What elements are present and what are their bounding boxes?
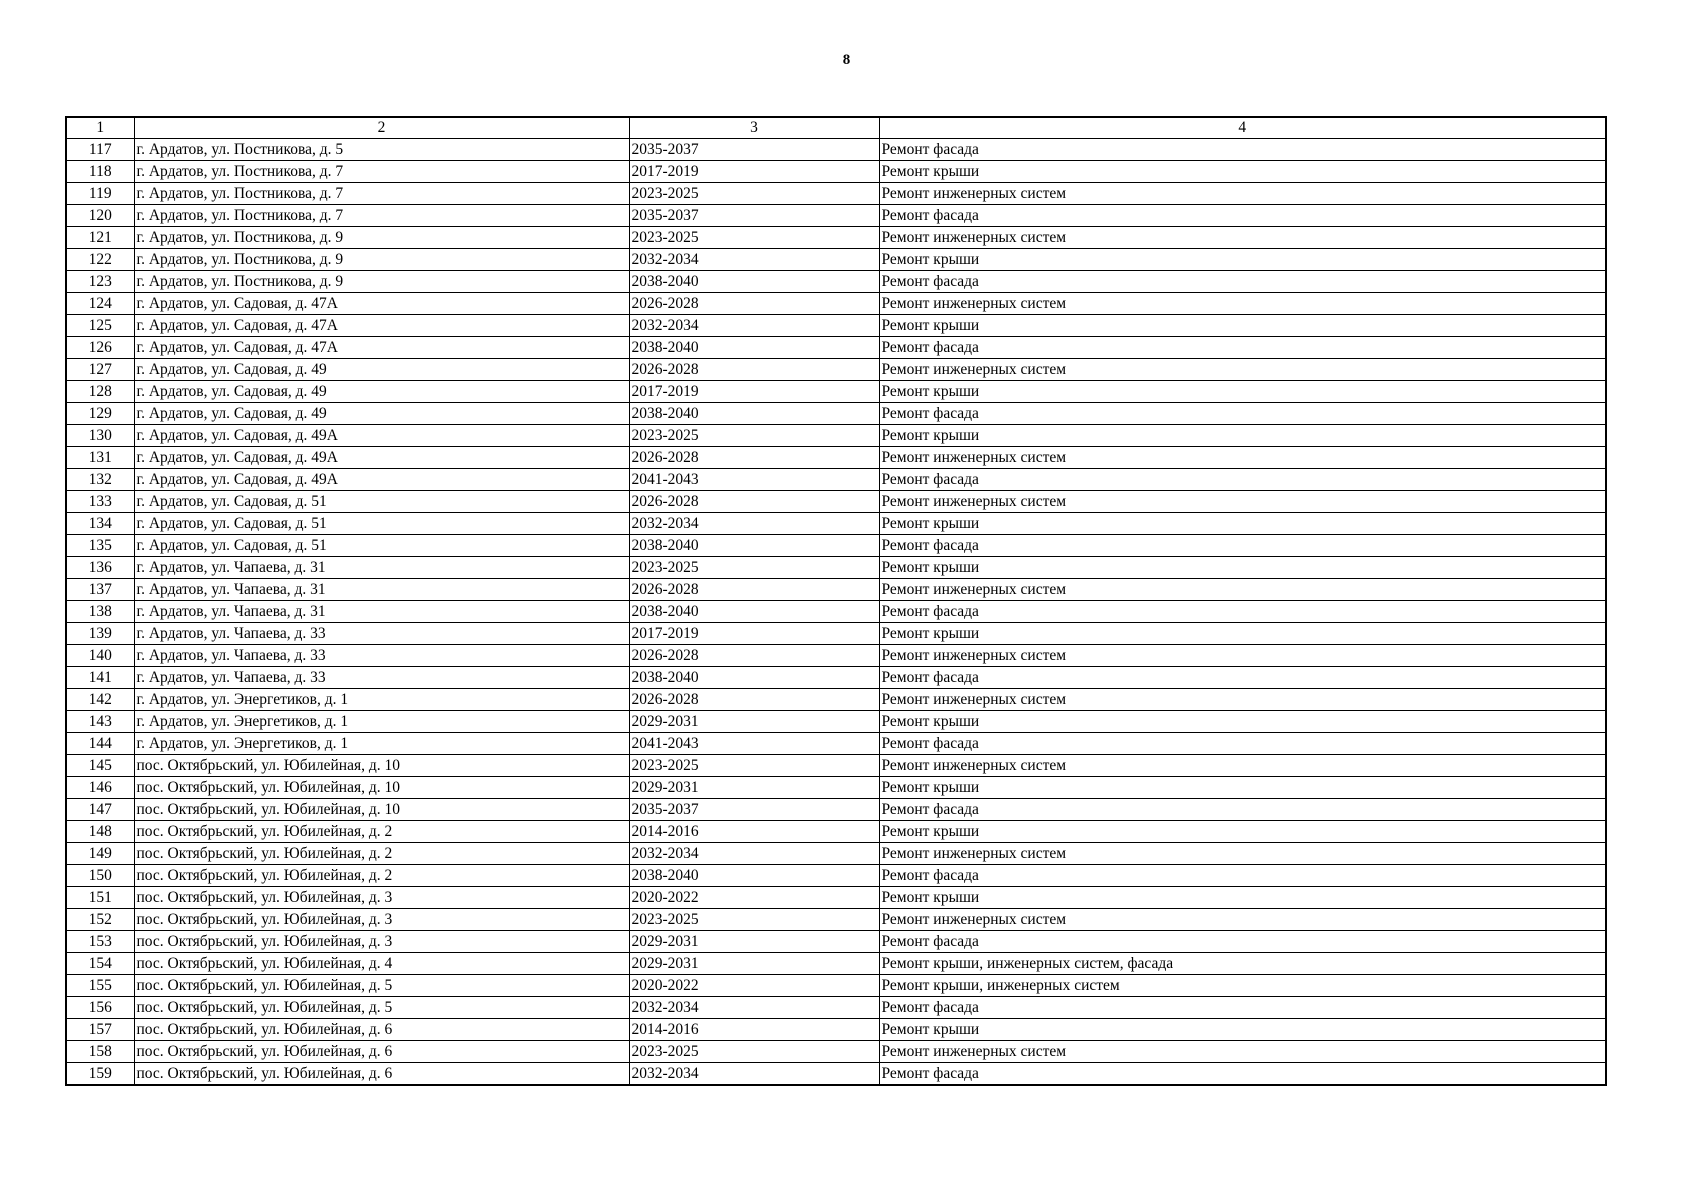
period-cell: 2035-2037 [629, 139, 879, 161]
period-cell: 2023-2025 [629, 557, 879, 579]
period-cell: 2032-2034 [629, 249, 879, 271]
work-type-cell: Ремонт инженерных систем [879, 293, 1606, 315]
work-type-cell: Ремонт инженерных систем [879, 183, 1606, 205]
header-col-1: 1 [66, 117, 134, 139]
work-type-cell: Ремонт крыши [879, 623, 1606, 645]
row-number: 135 [66, 535, 134, 557]
address-cell: пос. Октябрьский, ул. Юбилейная, д. 3 [134, 931, 629, 953]
table-row [66, 953, 1606, 975]
work-type-cell: Ремонт фасада [879, 337, 1606, 359]
address-cell: пос. Октябрьский, ул. Юбилейная, д. 10 [134, 755, 629, 777]
row-number: 127 [66, 359, 134, 381]
table-row [66, 447, 1606, 469]
table-row [66, 271, 1606, 293]
row-number: 118 [66, 161, 134, 183]
row-number: 120 [66, 205, 134, 227]
work-type-cell: Ремонт инженерных систем [879, 579, 1606, 601]
table-row [66, 975, 1606, 997]
row-number: 155 [66, 975, 134, 997]
address-cell: г. Ардатов, ул. Садовая, д. 49 [134, 359, 629, 381]
work-type-cell: Ремонт инженерных систем [879, 359, 1606, 381]
period-cell: 2032-2034 [629, 513, 879, 535]
period-cell: 2014-2016 [629, 821, 879, 843]
period-cell: 2029-2031 [629, 711, 879, 733]
address-cell: г. Ардатов, ул. Садовая, д. 51 [134, 491, 629, 513]
work-type-cell: Ремонт инженерных систем [879, 755, 1606, 777]
row-number: 134 [66, 513, 134, 535]
address-cell: г. Ардатов, ул. Садовая, д. 51 [134, 513, 629, 535]
work-type-cell: Ремонт инженерных систем [879, 491, 1606, 513]
row-number: 124 [66, 293, 134, 315]
address-cell: г. Ардатов, ул. Энергетиков, д. 1 [134, 733, 629, 755]
row-number: 146 [66, 777, 134, 799]
header-col-2: 2 [134, 117, 629, 139]
address-cell: пос. Октябрьский, ул. Юбилейная, д. 3 [134, 909, 629, 931]
row-number: 141 [66, 667, 134, 689]
address-cell: г. Ардатов, ул. Садовая, д. 47А [134, 315, 629, 337]
table-row [66, 359, 1606, 381]
row-number: 138 [66, 601, 134, 623]
page-number: 8 [842, 52, 851, 68]
period-cell: 2032-2034 [629, 1063, 879, 1086]
work-type-cell: Ремонт крыши [879, 557, 1606, 579]
period-cell: 2026-2028 [629, 645, 879, 667]
work-type-cell: Ремонт фасада [879, 601, 1606, 623]
row-number: 128 [66, 381, 134, 403]
table-row [66, 403, 1606, 425]
work-type-cell: Ремонт фасада [879, 403, 1606, 425]
period-cell: 2038-2040 [629, 403, 879, 425]
work-type-cell: Ремонт фасада [879, 733, 1606, 755]
address-cell: г. Ардатов, ул. Постникова, д. 9 [134, 227, 629, 249]
address-cell: г. Ардатов, ул. Энергетиков, д. 1 [134, 711, 629, 733]
table-row [66, 535, 1606, 557]
address-cell: г. Ардатов, ул. Садовая, д. 47А [134, 337, 629, 359]
table-row [66, 491, 1606, 513]
address-cell: пос. Октябрьский, ул. Юбилейная, д. 10 [134, 799, 629, 821]
address-cell: пос. Октябрьский, ул. Юбилейная, д. 3 [134, 887, 629, 909]
table-row [66, 183, 1606, 205]
table-row [66, 139, 1606, 161]
row-number: 143 [66, 711, 134, 733]
table-row [66, 777, 1606, 799]
period-cell: 2038-2040 [629, 601, 879, 623]
period-cell: 2038-2040 [629, 271, 879, 293]
address-cell: г. Ардатов, ул. Садовая, д. 51 [134, 535, 629, 557]
table-row [66, 337, 1606, 359]
work-type-cell: Ремонт крыши [879, 1019, 1606, 1041]
work-type-cell: Ремонт крыши [879, 381, 1606, 403]
work-type-cell: Ремонт инженерных систем [879, 645, 1606, 667]
work-type-cell: Ремонт фасада [879, 1063, 1606, 1086]
row-number: 153 [66, 931, 134, 953]
row-number: 131 [66, 447, 134, 469]
row-number: 130 [66, 425, 134, 447]
address-cell: г. Ардатов, ул. Садовая, д. 47А [134, 293, 629, 315]
table-row [66, 205, 1606, 227]
work-type-cell: Ремонт фасада [879, 535, 1606, 557]
work-type-cell: Ремонт фасада [879, 205, 1606, 227]
work-type-cell: Ремонт инженерных систем [879, 447, 1606, 469]
period-cell: 2038-2040 [629, 535, 879, 557]
table-row [66, 293, 1606, 315]
period-cell: 2029-2031 [629, 777, 879, 799]
work-type-cell: Ремонт фасада [879, 997, 1606, 1019]
row-number: 156 [66, 997, 134, 1019]
period-cell: 2026-2028 [629, 579, 879, 601]
table-row [66, 469, 1606, 491]
row-number: 125 [66, 315, 134, 337]
row-number: 148 [66, 821, 134, 843]
period-cell: 2035-2037 [629, 799, 879, 821]
work-type-cell: Ремонт фасада [879, 271, 1606, 293]
table-row [66, 843, 1606, 865]
row-number: 129 [66, 403, 134, 425]
table-row [66, 513, 1606, 535]
row-number: 136 [66, 557, 134, 579]
work-type-cell: Ремонт крыши [879, 513, 1606, 535]
address-cell: пос. Октябрьский, ул. Юбилейная, д. 6 [134, 1041, 629, 1063]
work-type-cell: Ремонт крыши [879, 711, 1606, 733]
address-cell: пос. Октябрьский, ул. Юбилейная, д. 2 [134, 821, 629, 843]
header-col-4: 4 [879, 117, 1606, 139]
table-row [66, 161, 1606, 183]
address-cell: г. Ардатов, ул. Садовая, д. 49А [134, 447, 629, 469]
row-number: 145 [66, 755, 134, 777]
period-cell: 2032-2034 [629, 997, 879, 1019]
period-cell: 2041-2043 [629, 733, 879, 755]
table-row [66, 733, 1606, 755]
table-row [66, 997, 1606, 1019]
table-row [66, 227, 1606, 249]
work-type-cell: Ремонт крыши [879, 249, 1606, 271]
work-type-cell: Ремонт крыши [879, 315, 1606, 337]
repair-schedule-table [65, 116, 1607, 1086]
table-row [66, 887, 1606, 909]
row-number: 159 [66, 1063, 134, 1086]
row-number: 126 [66, 337, 134, 359]
work-type-cell: Ремонт крыши [879, 161, 1606, 183]
period-cell: 2038-2040 [629, 865, 879, 887]
address-cell: г. Ардатов, ул. Чапаева, д. 31 [134, 579, 629, 601]
period-cell: 2023-2025 [629, 183, 879, 205]
row-number: 150 [66, 865, 134, 887]
work-type-cell: Ремонт инженерных систем [879, 1041, 1606, 1063]
period-cell: 2023-2025 [629, 227, 879, 249]
table-row [66, 821, 1606, 843]
address-cell: пос. Октябрьский, ул. Юбилейная, д. 4 [134, 953, 629, 975]
row-number: 151 [66, 887, 134, 909]
row-number: 122 [66, 249, 134, 271]
row-number: 132 [66, 469, 134, 491]
period-cell: 2035-2037 [629, 205, 879, 227]
row-number: 158 [66, 1041, 134, 1063]
table-row [66, 1063, 1606, 1086]
work-type-cell: Ремонт фасада [879, 799, 1606, 821]
address-cell: пос. Октябрьский, ул. Юбилейная, д. 6 [134, 1063, 629, 1086]
period-cell: 2023-2025 [629, 1041, 879, 1063]
period-cell: 2023-2025 [629, 909, 879, 931]
work-type-cell: Ремонт крыши [879, 425, 1606, 447]
period-cell: 2017-2019 [629, 161, 879, 183]
row-number: 119 [66, 183, 134, 205]
address-cell: г. Ардатов, ул. Постникова, д. 9 [134, 249, 629, 271]
period-cell: 2020-2022 [629, 887, 879, 909]
period-cell: 2023-2025 [629, 755, 879, 777]
work-type-cell: Ремонт крыши [879, 887, 1606, 909]
period-cell: 2014-2016 [629, 1019, 879, 1041]
address-cell: г. Ардатов, ул. Чапаева, д. 31 [134, 601, 629, 623]
work-type-cell: Ремонт инженерных систем [879, 689, 1606, 711]
period-cell: 2026-2028 [629, 689, 879, 711]
work-type-cell: Ремонт фасада [879, 469, 1606, 491]
table-row [66, 381, 1606, 403]
table-row [66, 909, 1606, 931]
row-number: 144 [66, 733, 134, 755]
table-row [66, 799, 1606, 821]
work-type-cell: Ремонт фасада [879, 139, 1606, 161]
period-cell: 2023-2025 [629, 425, 879, 447]
row-number: 137 [66, 579, 134, 601]
period-cell: 2038-2040 [629, 667, 879, 689]
address-cell: пос. Октябрьский, ул. Юбилейная, д. 5 [134, 975, 629, 997]
address-cell: г. Ардатов, ул. Садовая, д. 49 [134, 403, 629, 425]
address-cell: г. Ардатов, ул. Постникова, д. 7 [134, 183, 629, 205]
address-cell: пос. Октябрьский, ул. Юбилейная, д. 5 [134, 997, 629, 1019]
row-number: 121 [66, 227, 134, 249]
address-cell: г. Ардатов, ул. Энергетиков, д. 1 [134, 689, 629, 711]
period-cell: 2026-2028 [629, 359, 879, 381]
work-type-cell: Ремонт крыши, инженерных систем, фасада [879, 953, 1606, 975]
address-cell: пос. Октябрьский, ул. Юбилейная, д. 2 [134, 843, 629, 865]
header-col-3: 3 [629, 117, 879, 139]
table-row [66, 1041, 1606, 1063]
row-number: 133 [66, 491, 134, 513]
work-type-cell: Ремонт фасада [879, 931, 1606, 953]
period-cell: 2029-2031 [629, 953, 879, 975]
address-cell: г. Ардатов, ул. Чапаева, д. 33 [134, 623, 629, 645]
work-type-cell: Ремонт крыши [879, 821, 1606, 843]
address-cell: г. Ардатов, ул. Чапаева, д. 31 [134, 557, 629, 579]
period-cell: 2032-2034 [629, 315, 879, 337]
table-row [66, 557, 1606, 579]
row-number: 123 [66, 271, 134, 293]
period-cell: 2026-2028 [629, 491, 879, 513]
address-cell: г. Ардатов, ул. Садовая, д. 49А [134, 425, 629, 447]
address-cell: г. Ардатов, ул. Постникова, д. 5 [134, 139, 629, 161]
table-row [66, 579, 1606, 601]
address-cell: г. Ардатов, ул. Постникова, д. 9 [134, 271, 629, 293]
address-cell: г. Ардатов, ул. Чапаева, д. 33 [134, 667, 629, 689]
table-row [66, 645, 1606, 667]
table-row [66, 315, 1606, 337]
period-cell: 2026-2028 [629, 293, 879, 315]
address-cell: пос. Октябрьский, ул. Юбилейная, д. 2 [134, 865, 629, 887]
row-number: 149 [66, 843, 134, 865]
table-row [66, 601, 1606, 623]
period-cell: 2026-2028 [629, 447, 879, 469]
table-row [66, 425, 1606, 447]
period-cell: 2017-2019 [629, 381, 879, 403]
period-cell: 2017-2019 [629, 623, 879, 645]
work-type-cell: Ремонт крыши, инженерных систем [879, 975, 1606, 997]
address-cell: пос. Октябрьский, ул. Юбилейная, д. 6 [134, 1019, 629, 1041]
table-row [66, 249, 1606, 271]
table-row [66, 865, 1606, 887]
row-number: 140 [66, 645, 134, 667]
table-row [66, 667, 1606, 689]
row-number: 157 [66, 1019, 134, 1041]
table-row [66, 711, 1606, 733]
work-type-cell: Ремонт крыши [879, 777, 1606, 799]
address-cell: г. Ардатов, ул. Постникова, д. 7 [134, 205, 629, 227]
table-row [66, 931, 1606, 953]
table-body [66, 117, 1606, 1085]
row-number: 117 [66, 139, 134, 161]
address-cell: г. Ардатов, ул. Чапаева, д. 33 [134, 645, 629, 667]
row-number: 154 [66, 953, 134, 975]
address-cell: г. Ардатов, ул. Постникова, д. 7 [134, 161, 629, 183]
table-row [66, 755, 1606, 777]
address-cell: пос. Октябрьский, ул. Юбилейная, д. 10 [134, 777, 629, 799]
work-type-cell: Ремонт инженерных систем [879, 909, 1606, 931]
row-number: 152 [66, 909, 134, 931]
table-row [66, 1019, 1606, 1041]
table-row [66, 689, 1606, 711]
table-header-row [66, 117, 1606, 139]
period-cell: 2020-2022 [629, 975, 879, 997]
work-type-cell: Ремонт инженерных систем [879, 843, 1606, 865]
address-cell: г. Ардатов, ул. Садовая, д. 49 [134, 381, 629, 403]
work-type-cell: Ремонт инженерных систем [879, 227, 1606, 249]
work-type-cell: Ремонт фасада [879, 865, 1606, 887]
row-number: 139 [66, 623, 134, 645]
period-cell: 2029-2031 [629, 931, 879, 953]
period-cell: 2032-2034 [629, 843, 879, 865]
table-row [66, 623, 1606, 645]
address-cell: г. Ардатов, ул. Садовая, д. 49А [134, 469, 629, 491]
row-number: 147 [66, 799, 134, 821]
row-number: 142 [66, 689, 134, 711]
period-cell: 2038-2040 [629, 337, 879, 359]
period-cell: 2041-2043 [629, 469, 879, 491]
work-type-cell: Ремонт фасада [879, 667, 1606, 689]
